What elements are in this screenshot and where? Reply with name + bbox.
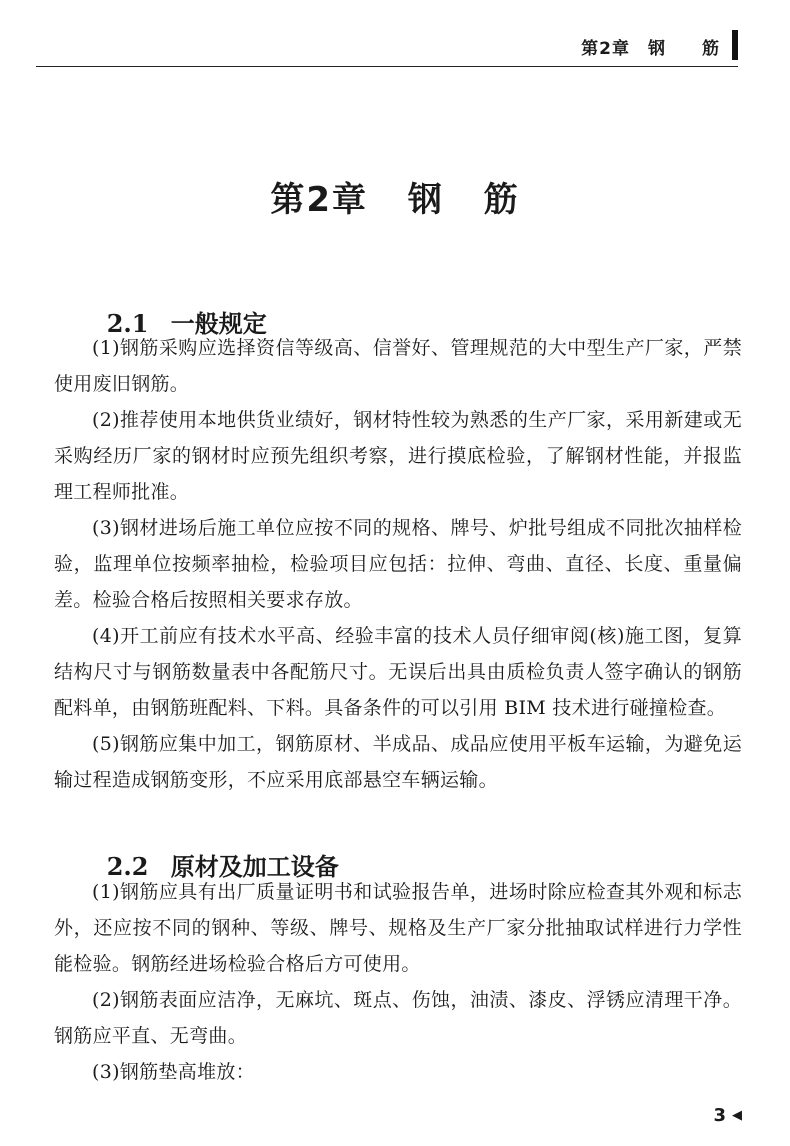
paragraph: (2)钢筋表面应洁净，无麻坑、斑点、伤蚀，油渍、漆皮、浮锈应清理干净。钢筋应平直、无弯曲。	[54, 989, 742, 1047]
section-title: 原材及加工设备	[170, 852, 339, 881]
running-header	[36, 26, 738, 67]
paragraph: (4)开工前应有技术水平高、经验丰富的技术人员仔细审阅(核)施工图，复算结构尺寸与钢筋数量表中各配筋尺寸。无误后出具由质检负责人签字确认的钢筋配料单，由钢筋班配料、下料。具备条件的可以引用 BIM 技术进行碰撞检查。	[54, 625, 742, 719]
paragraph: (1)钢筋应具有出厂质量证明书和试验报告单，进场时除应检查其外观和标志外，还应按不同的钢种、等级、牌号、规格及生产厂家分批抽取试样进行力学性能检验。钢筋经进场检验合格后方可使用。	[54, 881, 742, 975]
paragraph: (3)钢筋垫高堆放：	[92, 1061, 255, 1083]
chapter-title: 第2章 钢 筋	[270, 180, 520, 220]
paragraph: (3)钢材进场后施工单位应按不同的规格、牌号、炉批号组成不同批次抽样检验，监理单位按频率抽检，检验项目应包括：拉伸、弯曲、直径、长度、重量偏差。检验合格后按照相关要求存放。	[54, 517, 742, 611]
section-heading-2-2	[90, 818, 339, 882]
left-triangle-icon: ◀	[732, 1108, 742, 1123]
running-header-title: 第2章 钢 筋	[581, 39, 720, 59]
header-bar-decoration	[732, 30, 738, 60]
page-number-value: 3	[713, 1105, 726, 1126]
paragraph: (2)推荐使用本地供货业绩好，钢材特性较为熟悉的生产厂家，采用新建或无采购经历厂家的钢材时应预先组织考察，进行摸底检验，了解钢材性能，并报监理工程师批准。	[54, 409, 742, 503]
page-number	[713, 1105, 742, 1126]
paragraph: (1)钢筋采购应选择资信等级高、信誉好、管理规范的大中型生产厂家，严禁使用废旧钢筋。	[54, 337, 742, 395]
paragraph: (5)钢筋应集中加工，钢筋原材、半成品、成品应使用平板车运输，为避免运输过程造成钢筋变形，不应采用底部悬空车辆运输。	[54, 733, 742, 791]
section-number: 2.2	[106, 852, 149, 881]
section-number: 2.1	[106, 309, 149, 338]
section-title: 一般规定	[170, 309, 267, 338]
